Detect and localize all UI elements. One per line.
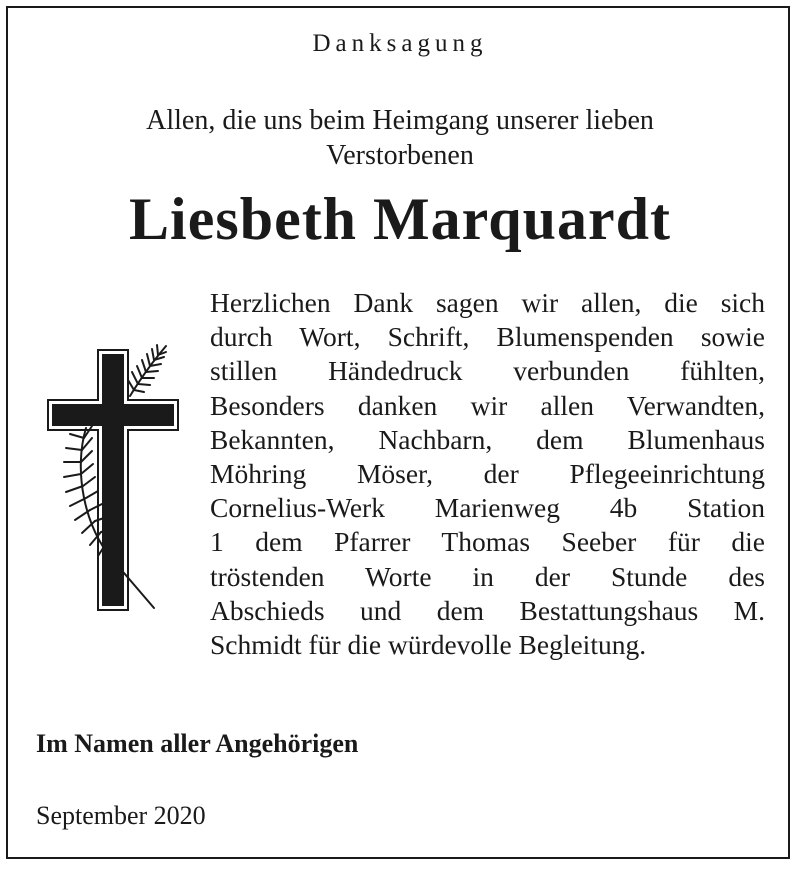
message-line: Besonders danken wir allen Verwandten, bbox=[210, 389, 765, 421]
deceased-name: Liesbeth Marquardt bbox=[129, 186, 671, 252]
message-line: Herzlichen Dank sagen wir allen, die sich bbox=[210, 287, 765, 318]
message-line: Möhring Möser, der Pflegeeinrichtung bbox=[210, 457, 765, 489]
message-line: Bekannten, Nachbarn, dem Blumenhaus bbox=[210, 423, 765, 455]
notice-date: September 2020 bbox=[36, 801, 206, 830]
message-line: Cornelius-Werk Marienweg 4b Station bbox=[210, 492, 765, 524]
message-line: stillen Händedruck verbunden fühlten, bbox=[210, 355, 765, 387]
message-line: Abschieds und dem Bestattungshaus M. bbox=[210, 594, 765, 626]
intro-line: Allen, die uns beim Heimgang unserer lieben bbox=[146, 105, 654, 136]
message-line: Schmidt für die würdevolle Begleitung. bbox=[210, 628, 647, 660]
notice-heading: Danksagung bbox=[312, 30, 488, 57]
message-line: durch Wort, Schrift, Blumenspenden sowie bbox=[210, 321, 765, 353]
message-line: 1 dem Pfarrer Thomas Seeber für die bbox=[210, 526, 765, 558]
intro-line: Verstorbenen bbox=[326, 140, 474, 171]
thank-you-message bbox=[210, 286, 765, 662]
cross-with-palm-branch-icon bbox=[46, 338, 182, 614]
signature-line: Im Namen aller Angehörigen bbox=[36, 729, 359, 758]
message-line: tröstenden Worte in der Stunde des bbox=[210, 560, 765, 592]
intro-text bbox=[0, 103, 800, 173]
